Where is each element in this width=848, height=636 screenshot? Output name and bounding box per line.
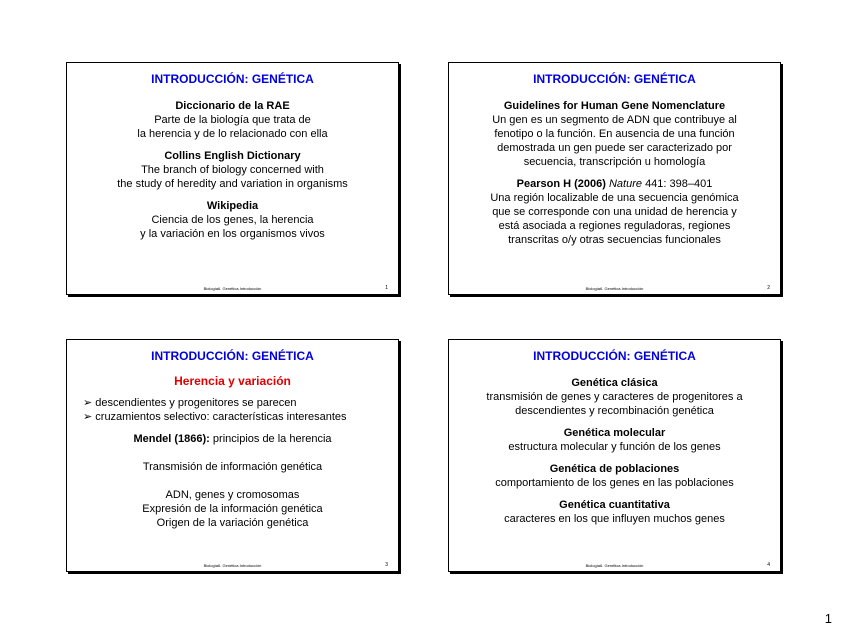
slide-3 (66, 339, 399, 572)
block-line: comportamiento de los genes en las poblaciones (495, 477, 734, 489)
block-line: Ciencia de los genes, la herencia (151, 214, 314, 226)
slide-footer: Biología6. Genética.Introducción (203, 563, 262, 568)
slide-title: INTRODUCCIÓN: GENÉTICA (151, 349, 314, 363)
slide-number: 4 (767, 562, 770, 568)
block-heading: Wikipedia (206, 200, 259, 212)
slide-body (453, 99, 776, 247)
mendel-label: Mendel (1866): (133, 433, 210, 445)
slide-title: INTRODUCCIÓN: GENÉTICA (151, 72, 314, 86)
block-heading: Genética cuantitativa (559, 499, 670, 511)
block-line: transcritas o/y otras secuencias funcionales (508, 234, 721, 246)
block-heading: Genética clásica (571, 377, 658, 389)
block-line: descendientes y recombinación genética (515, 405, 714, 417)
block-line: the study of heredity and variation in organisms (117, 178, 348, 190)
block-line: Un gen es un segmento de ADN que contribuye al (492, 114, 737, 126)
block-line: que se corresponde con una unidad de herencia y (492, 206, 737, 218)
slide-number: 3 (385, 562, 388, 568)
block-line: The branch of biology concerned with (141, 164, 324, 176)
block-line: demostrada un gen puede ser caracterizado por (497, 142, 732, 154)
block-heading: Diccionario de la RAE (175, 100, 290, 112)
slide-subtitle: Herencia y variación (174, 374, 291, 388)
slide-title: INTRODUCCIÓN: GENÉTICA (533, 72, 696, 86)
slide-body (71, 374, 394, 530)
slide-number: 2 (767, 285, 770, 291)
block-line: y la variación en los organismos vivos (140, 228, 325, 240)
mendel-line (71, 432, 394, 446)
citation-heading (453, 177, 776, 191)
arrow-bullet-icon: ➢ (83, 397, 93, 409)
page-number: 1 (824, 611, 832, 626)
slide-footer: Biología6. Genética.Introducción (585, 286, 644, 291)
block-heading: Genética molecular (563, 427, 666, 439)
citation-author: Pearson H (2006) (516, 178, 606, 190)
arrow-bullet-icon: ➢ (83, 411, 93, 423)
block-line: la herencia y de lo relacionado con ella (137, 128, 328, 140)
slide-4 (448, 339, 781, 572)
block-line: secuencia, transcripción u homología (523, 156, 706, 168)
block-line: caracteres en los que influyen muchos genes (504, 513, 725, 525)
slide-body (71, 99, 394, 241)
block-heading: Genética de poblaciones (549, 463, 680, 475)
block-line: Origen de la variación genética (156, 517, 309, 529)
block-line: Expresión de la información genética (142, 503, 323, 515)
slide-body (453, 376, 776, 526)
block-line: transmisión de genes y caracteres de progenitores a (486, 391, 743, 403)
slide-footer: Biología6. Genética.Introducción (203, 286, 262, 291)
citation-journal: Nature (608, 178, 642, 190)
slide-footer: Biología6. Genética.Introducción (585, 563, 644, 568)
mendel-text: principios de la herencia (212, 433, 332, 445)
citation-ref: 441: 398–401 (645, 178, 713, 190)
block-line: estructura molecular y función de los genes (508, 441, 721, 453)
bullet-item: ➢ cruzamientos selectivo: características interesantes (83, 411, 347, 423)
bullet-item: ➢ descendientes y progenitores se parecen (83, 397, 297, 409)
slide-number: 1 (385, 285, 388, 291)
slide-1 (66, 62, 399, 295)
block-heading: Collins English Dictionary (164, 150, 301, 162)
slide-2 (448, 62, 781, 295)
transmision-line: Transmisión de información genética (142, 461, 323, 473)
block-line: fenotipo o la función. En ausencia de una función (494, 128, 735, 140)
block-heading: Guidelines for Human Gene Nomenclature (503, 100, 726, 112)
block-line: Una región localizable de una secuencia genómica (490, 192, 739, 204)
block-line: Parte de la biología que trata de (154, 114, 311, 126)
slide-title: INTRODUCCIÓN: GENÉTICA (533, 349, 696, 363)
block-line: ADN, genes y cromosomas (165, 489, 300, 501)
block-line: está asociada a regiones reguladoras, regiones (498, 220, 731, 232)
